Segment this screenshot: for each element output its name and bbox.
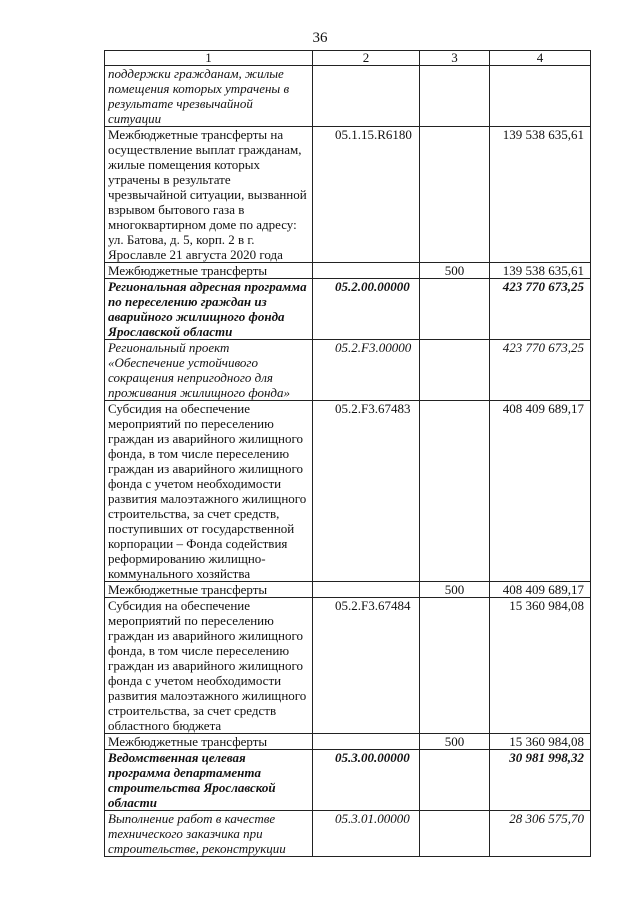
table-row [105, 263, 591, 279]
budget-table [104, 50, 591, 857]
table-row [105, 279, 591, 340]
row-expense-type-cell [420, 401, 490, 582]
row-amount-cell [490, 66, 591, 127]
column-header: 4 [490, 51, 591, 66]
row-expense-type-cell: 500 [420, 734, 490, 750]
row-expense-type-cell [420, 811, 490, 857]
table-row [105, 598, 591, 734]
row-amount-cell: 408 409 689,17 [490, 401, 591, 582]
row-expense-type-cell [420, 127, 490, 263]
column-header: 3 [420, 51, 490, 66]
row-code-cell: 05.1.15.R6180 [313, 127, 420, 263]
row-code-cell: 05.2.F3.67483 [313, 401, 420, 582]
row-amount-cell: 15 360 984,08 [490, 734, 591, 750]
row-name-cell: Субсидия на обеспечение мероприятий по переселению граждан из аварийного жилищного фонда, в том числе переселению граждан из аварийного жилищного фонда с учетом необходимости развития малоэтажного жилищного строительства, за счет средств, поступивших от государственной корпорации – Фонда содействия реформированию жилищно-коммунального хозяйства [105, 401, 313, 582]
row-amount-cell: 408 409 689,17 [490, 582, 591, 598]
row-name-cell: Межбюджетные трансферты на осуществление выплат гражданам, жилые помещения которых утрачены в результате чрезвычайной ситуации, вызванной взрывом бытового газа в многоквартирном доме по адресу: ул. Батова, д. 5, корп. 2 в г. Ярославле 21 августа 2020 года [105, 127, 313, 263]
row-amount-cell: 28 306 575,70 [490, 811, 591, 857]
row-amount-cell: 139 538 635,61 [490, 263, 591, 279]
row-amount-cell: 30 981 998,32 [490, 750, 591, 811]
row-code-cell: 05.2.F3.00000 [313, 340, 420, 401]
row-expense-type-cell [420, 750, 490, 811]
row-name-cell: Региональная адресная программа по переселению граждан из аварийного жилищного фонда Ярославской области [105, 279, 313, 340]
column-header: 2 [313, 51, 420, 66]
row-code-cell [313, 734, 420, 750]
row-expense-type-cell [420, 340, 490, 401]
row-code-cell: 05.3.01.00000 [313, 811, 420, 857]
table-row [105, 582, 591, 598]
table-row [105, 66, 591, 127]
row-name-cell: Межбюджетные трансферты [105, 734, 313, 750]
row-name-cell: поддержки гражданам, жилые помещения которых утрачены в результате чрезвычайной ситуации [105, 66, 313, 127]
row-code-cell [313, 66, 420, 127]
row-amount-cell: 423 770 673,25 [490, 340, 591, 401]
row-amount-cell: 139 538 635,61 [490, 127, 591, 263]
row-code-cell [313, 263, 420, 279]
row-code-cell [313, 582, 420, 598]
table-row [105, 734, 591, 750]
row-expense-type-cell [420, 598, 490, 734]
column-header: 1 [105, 51, 313, 66]
row-code-cell: 05.3.00.00000 [313, 750, 420, 811]
row-code-cell: 05.2.F3.67484 [313, 598, 420, 734]
table-row [105, 127, 591, 263]
row-name-cell: Субсидия на обеспечение мероприятий по переселению граждан из аварийного жилищного фонда, в том числе переселению граждан из аварийного жилищного фонда с учетом необходимости развития малоэтажного жилищного строительства, за счет средств областного бюджета [105, 598, 313, 734]
row-expense-type-cell: 500 [420, 582, 490, 598]
row-expense-type-cell [420, 66, 490, 127]
row-expense-type-cell [420, 279, 490, 340]
table-row [105, 401, 591, 582]
table-header-row [105, 51, 591, 66]
row-amount-cell: 423 770 673,25 [490, 279, 591, 340]
table-row [105, 811, 591, 857]
row-name-cell: Выполнение работ в качестве технического заказчика при строительстве, реконструкции [105, 811, 313, 857]
row-name-cell: Межбюджетные трансферты [105, 582, 313, 598]
table-row [105, 340, 591, 401]
row-name-cell: Межбюджетные трансферты [105, 263, 313, 279]
row-expense-type-cell: 500 [420, 263, 490, 279]
row-code-cell: 05.2.00.00000 [313, 279, 420, 340]
row-name-cell: Ведомственная целевая программа департамента строительства Ярославской области [105, 750, 313, 811]
row-name-cell: Региональный проект «Обеспечение устойчивого сокращения непригодного для проживания жилищного фонда» [105, 340, 313, 401]
row-amount-cell: 15 360 984,08 [490, 598, 591, 734]
page-number: 36 [312, 30, 328, 46]
table-row [105, 750, 591, 811]
